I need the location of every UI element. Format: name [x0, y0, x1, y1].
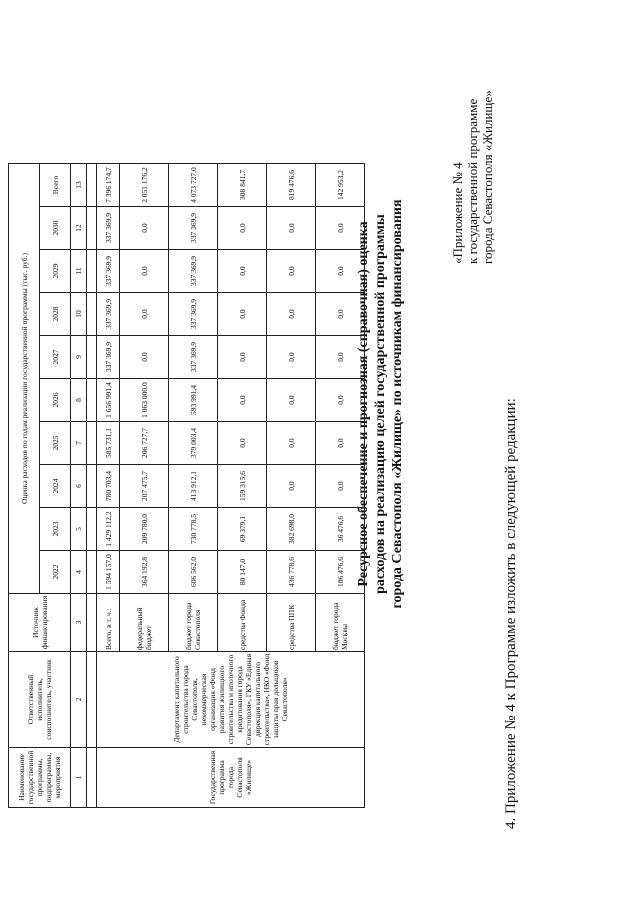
header-source: Источник финансирования [9, 594, 71, 652]
value-cell: 379 003,4 [169, 422, 218, 465]
value-cell: 80 147,0 [218, 551, 267, 594]
empty-cell [87, 336, 97, 379]
value-cell: 436 778,6 [267, 551, 316, 594]
col-number: 1 [71, 748, 87, 808]
header-year: 2023 [40, 508, 71, 551]
source-cell: федеральный бюджет [120, 594, 169, 652]
value-cell: 0,0 [120, 336, 169, 379]
value-cell: 106 476,6 [316, 551, 365, 594]
appendix-caption [450, 90, 495, 264]
empty-cell [87, 293, 97, 336]
value-cell: 0,0 [267, 250, 316, 293]
value-cell: 207 475,7 [120, 465, 169, 508]
value-cell: 0,0 [218, 207, 267, 250]
empty-cell [87, 652, 97, 748]
col-number: 4 [71, 551, 87, 594]
source-cell: бюджет города Москвы [316, 594, 365, 652]
value-cell: 0,0 [316, 336, 365, 379]
header-responsible: Ответственный исполнитель, соисполнитель, участник [9, 652, 71, 748]
value-cell: 382 698,0 [267, 508, 316, 551]
value-cell: 337 369,9 [97, 293, 120, 336]
header-year: 2030 [40, 207, 71, 250]
heading-line: Ресурсное обеспечение и прогнозная (справочная) оценка [356, 221, 371, 587]
value-cell: 0,0 [316, 379, 365, 422]
value-cell: 159 315,6 [218, 465, 267, 508]
value-cell: 0,0 [218, 336, 267, 379]
source-cell: Всего, в т. ч.: [97, 594, 120, 652]
header-year: 2024 [40, 465, 71, 508]
value-cell: 730 778,5 [169, 508, 218, 551]
value-cell: 36 476,6 [316, 508, 365, 551]
value-cell: 0,0 [120, 250, 169, 293]
col-number: 13 [71, 164, 87, 207]
value-cell: 337 369,9 [169, 250, 218, 293]
responsible-cell: Департамент капитального строительства города Севастополя, некоммерческая организация «Фонд развития жилищного строительства и ипотечного кредитования города Севастополя», ГКУ «Единая дирекция капитального строительства», НКО «Фонд защиты прав дольщиков Севастополя» [97, 652, 365, 748]
empty-cell [87, 748, 97, 808]
appendix-line: «Приложение № 4 [450, 162, 465, 264]
value-cell: 0,0 [316, 465, 365, 508]
source-cell: средства ППК [267, 594, 316, 652]
heading-line: расходов на реализацию целей государственной программы [373, 214, 388, 594]
value-cell: 413 912,1 [169, 465, 218, 508]
program-name-cell: Государственная программа города Севастополя «Жилище» [97, 748, 365, 808]
total-cell: 819 476,6 [267, 164, 316, 207]
header-year: 2028 [40, 293, 71, 336]
value-cell: 780 703,4 [97, 465, 120, 508]
value-cell: 0,0 [120, 293, 169, 336]
appendix-line: города Севастополя «Жилище» [480, 90, 495, 264]
value-cell: 0,0 [267, 207, 316, 250]
header-total: Всего [40, 164, 71, 207]
empty-cell [87, 551, 97, 594]
value-cell: 0,0 [316, 293, 365, 336]
empty-cell [87, 207, 97, 250]
value-cell: 337 369,9 [169, 293, 218, 336]
empty-cell [87, 164, 97, 207]
empty-cell [87, 465, 97, 508]
value-cell: 337 369,9 [97, 336, 120, 379]
value-cell: 1 594 157,0 [97, 551, 120, 594]
value-cell: 0,0 [316, 422, 365, 465]
value-cell: 0,0 [267, 422, 316, 465]
empty-cell [87, 594, 97, 652]
value-cell: 0,0 [218, 379, 267, 422]
value-cell: 1 063 000,0 [120, 379, 169, 422]
value-cell: 593 991,4 [169, 379, 218, 422]
header-year: 2027 [40, 336, 71, 379]
col-number: 11 [71, 250, 87, 293]
value-cell: 585 731,1 [97, 422, 120, 465]
value-cell: 0,0 [218, 250, 267, 293]
value-cell: 206 727,7 [120, 422, 169, 465]
value-cell: 0,0 [267, 293, 316, 336]
header-year: 2022 [40, 551, 71, 594]
col-number: 2 [71, 652, 87, 748]
value-cell: 337 369,9 [97, 250, 120, 293]
value-cell: 1 429 112,2 [97, 508, 120, 551]
value-cell: 0,0 [218, 422, 267, 465]
value-cell: 0,0 [267, 336, 316, 379]
empty-cell [87, 250, 97, 293]
source-cell: средства Фонда [218, 594, 267, 652]
value-cell: 209 780,0 [120, 508, 169, 551]
total-cell: 308 841,7 [218, 164, 267, 207]
value-cell: 337 369,9 [169, 336, 218, 379]
heading-line: города Севастополя «Жилище» по источникам финансирования [390, 199, 405, 609]
value-cell: 337 369,9 [97, 207, 120, 250]
source-cell: бюджет города Севастополя [169, 594, 218, 652]
col-number: 5 [71, 508, 87, 551]
value-cell: 606 562,0 [169, 551, 218, 594]
empty-cell [87, 422, 97, 465]
col-number: 10 [71, 293, 87, 336]
value-cell: 0,0 [120, 207, 169, 250]
value-cell: 364 192,8 [120, 551, 169, 594]
value-cell: 0,0 [267, 465, 316, 508]
header-expense-group: Оценка расходов по годам реализации государственной программы (тыс. руб.) [9, 164, 40, 594]
total-cell: 4 073 727,0 [169, 164, 218, 207]
value-cell: 0,0 [316, 250, 365, 293]
col-number: 7 [71, 422, 87, 465]
appendix-line: к государственной программе [465, 98, 480, 264]
value-cell: 0,0 [218, 293, 267, 336]
col-number: 6 [71, 465, 87, 508]
header-year: 2025 [40, 422, 71, 465]
total-cell: 142 953,2 [316, 164, 365, 207]
col-number: 12 [71, 207, 87, 250]
value-cell: 337 369,9 [169, 207, 218, 250]
total-cell: 7 396 174,7 [97, 164, 120, 207]
header-year: 2029 [40, 250, 71, 293]
value-cell: 69 379,1 [218, 508, 267, 551]
empty-cell [87, 508, 97, 551]
col-number: 9 [71, 336, 87, 379]
funding-table [8, 163, 365, 808]
value-cell: 0,0 [267, 379, 316, 422]
header-program: Наименование государственной программы, подпрограммы, мероприятия [9, 748, 71, 808]
empty-cell [87, 379, 97, 422]
total-cell: 2 051 176,2 [120, 164, 169, 207]
header-year: 2026 [40, 379, 71, 422]
value-cell: 0,0 [316, 207, 365, 250]
col-number: 8 [71, 379, 87, 422]
intro-text: 4. Приложение № 4 к Программе изложить в следующей редакции: [503, 398, 519, 829]
value-cell: 1 656 991,4 [97, 379, 120, 422]
col-number: 3 [71, 594, 87, 652]
